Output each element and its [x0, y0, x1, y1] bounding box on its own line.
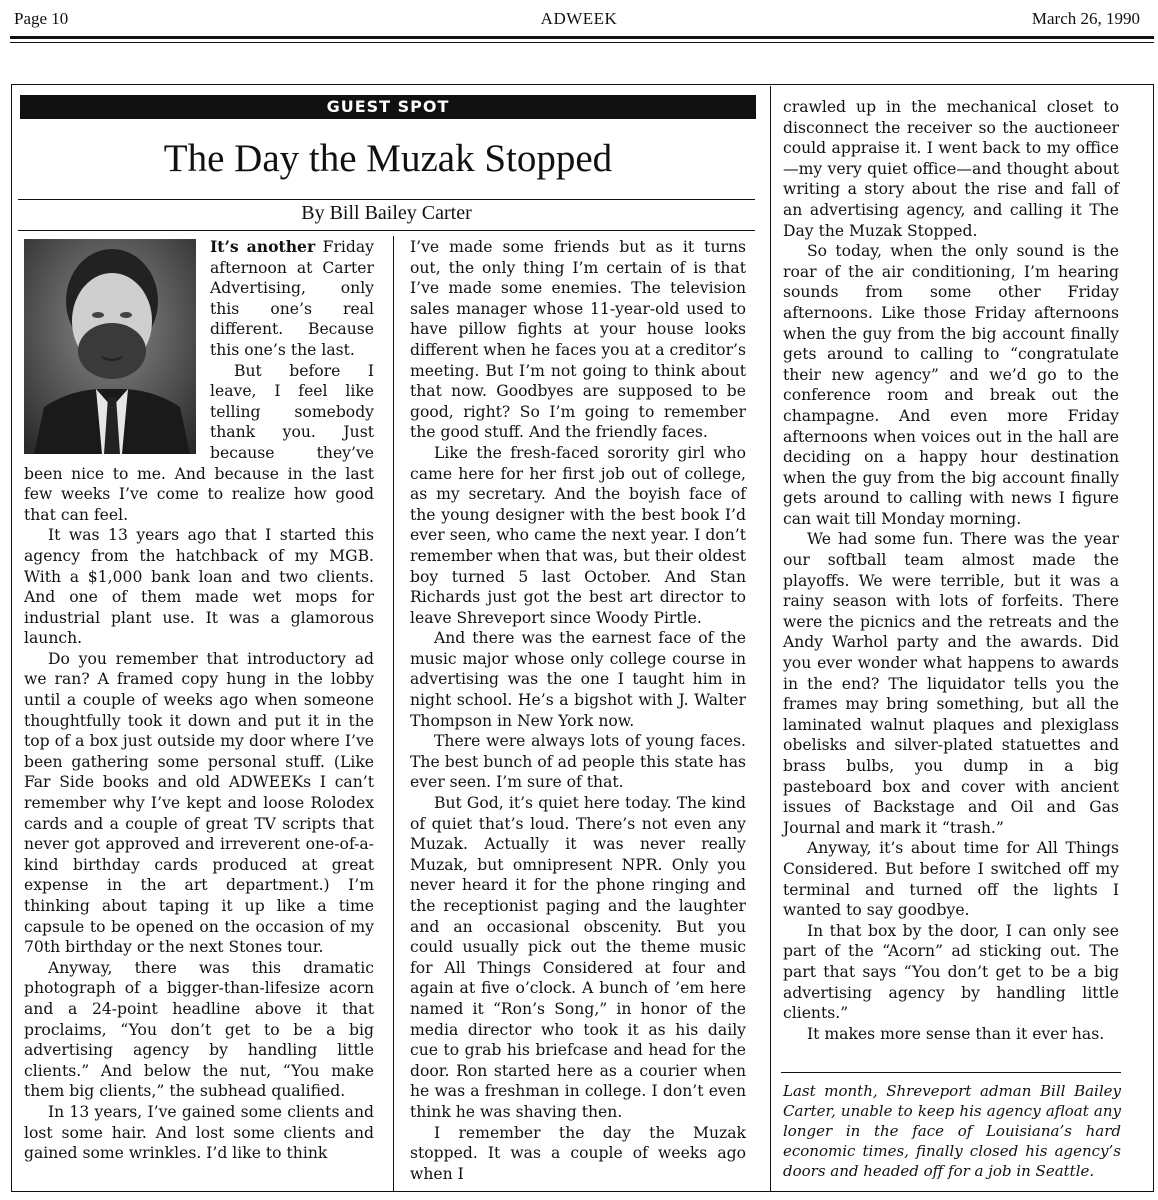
paragraph: Like the fresh-faced sorority girl who came here for her first job out of college, as my secretary. And the boyish face of the young designer with the best book I’d ever seen, who came the next year. I don’t remember when that was, but their oldest boy turned 5 last October. And Stan Richards just got the best art director to leave Shreveport since Woody Pirtle. [410, 443, 746, 627]
byline-rule-bottom [18, 230, 755, 231]
author-photo [24, 239, 196, 454]
paragraph: In 13 years, I’ve gained some clients and lost some hair. And lost some clients and gained some wrinkles. I’d like to think [24, 1102, 374, 1163]
header-rule [10, 36, 1154, 39]
headline: The Day the Muzak Stopped [163, 137, 613, 180]
paragraph: I remember the day the Muzak stopped. It was a couple of weeks ago when I [410, 1123, 746, 1183]
page-number: Page 10 [14, 9, 69, 28]
lead-in: It’s another [210, 237, 316, 256]
paragraph: It makes more sense than it ever has. [807, 1024, 1105, 1043]
paragraph: So today, when the only sound is the roar of the air conditioning, I’m hearing sounds from some other Friday afternoons. Like those Friday afternoons when the guy from the big account finally gets around to calling to “congratulate their new agency” and we’d go to the conference room and break out the champagne. And even more Friday afternoons when voices out in the hall are deciding on a happy hour destination when the guy from the big account finally gets around to calling with news I figure can wait till Monday morning. [783, 242, 1119, 528]
paragraph: But before I leave, I feel like telling somebody thank you. Just because they’ve been nice to me. And because in the last few weeks I’ve come to realize how good that can feel. [24, 361, 374, 524]
column-divider-2 [770, 86, 771, 1192]
paragraph: In that box by the door, I can only see part of the “Acorn” ad sticking out. The part that says “You don’t get to be a big advertising agency by handling little clients.” [783, 921, 1119, 1023]
article-column-1 [24, 237, 374, 1164]
byline-rule-top [18, 199, 755, 200]
paragraph: And there was the earnest face of the music major whose only college course in advertising was the one I taught him in night school. He’s a bigshot with J. Walter Thompson in New York now. [410, 629, 746, 730]
paragraph: But God, it’s quiet here today. The kind of quiet that’s loud. There’s not even any Muzak. Actually it was never really Muzak, but omnipresent NPR. Only you never heard it for the phone ringing and the receptionist paging and the laughter and an occasional obscenity. But you could usually pick out the theme music for All Things Considered at four and again at five o’clock. A bunch of ’em here named it “Ron’s Song,” in honor of the media director who took it as his daily cue to grab his briefcase and head for the door. Ron started here as a courier when he was a freshman in college. I don’t even think he was shaving then. [410, 794, 746, 1121]
byline: By Bill Bailey Carter [301, 202, 472, 224]
paragraph: Anyway, it’s about time for All Things Considered. But before I switched off my terminal and turned off the lights I wanted to say goodbye. [783, 839, 1119, 920]
author-note: Last month, Shreveport adman Bill Bailey Carter, unable to keep his agency afloat any longer in the face of Louisiana’s hard economic times, finally closed his agency’s doors and headed off for a job in Seattle. [783, 1082, 1121, 1180]
section-label: GUEST SPOT [20, 95, 756, 119]
header-rule-thin [10, 42, 1154, 43]
paragraph: It was 13 years ago that I started this agency from the hatchback of my MGB. With a $1,000 bank loan and two clients. And one of them made wet mops for industrial plant use. It was a glamorous launch. [24, 526, 374, 648]
paragraph: Friday afternoon at Carter Advertising, only this one’s real different. Because this one’s the last. [210, 238, 374, 359]
author-note-rule [781, 1072, 1121, 1073]
article-column-3 [783, 97, 1119, 1044]
issue-date: March 26, 1990 [1031, 9, 1140, 28]
paragraph: Do you remember that introductory ad we ran? A framed copy hung in the lobby until a couple of weeks ago when someone thoughtfully took it down and put it in the top of a box just outside my door where I’ve been gathering some personal stuff. (Like Far Side books and old ADWEEKs I can’t remember why I’ve kept and loose Rolodex cards and a couple of great TV scripts that never got approved and irreverent one-of-a-kind birthday cards produced at great expense in the art department.) I’m thinking about taping it up like a time capsule to be opened on the occasion of my 70th birthday or the next Stones tour. [24, 649, 374, 957]
paragraph: There were always lots of young faces. The best bunch of ad people this state has ever seen. I’m sure of that. [410, 732, 746, 792]
column-divider-1 [393, 236, 394, 1192]
paragraph: I’ve made some friends but as it turns out, the only thing I’m certain of is that I’ve made some enemies. The television sales manager whose 11-year-old used to have pillow fights at your house looks different when he faces you at a creditor’s meeting. But I’m not going to think about that now. Goodbyes are supposed to be good, right? So I’m going to remember the good stuff. And the friendly faces. [410, 238, 746, 442]
paragraph: Anyway, there was this dramatic photograph of a bigger-than-lifesize acorn and a 24-point headline above it that proclaims, “You don’t get to be a big advertising agency by handling little clients.” And below the nut, “You make them big clients,” the subhead qualified. [24, 958, 374, 1101]
paragraph: crawled up in the mechanical closet to disconnect the receiver so the auctioneer could appraise it. I went back to my office—my very quiet office—and thought about writing a story about the rise and fall of an advertising agency, and calling it The Day the Muzak Stopped. [783, 98, 1119, 240]
paragraph: We had some fun. There was the year our softball team almost made the playoffs. We were terrible, but it was a rainy season with lots of forfeits. There were the picnics and the retreats and the Andy Warhol party and the awards. Did you ever wonder what happens to awards in the end? The liquidator tells you the frames may bring something, but all the laminated walnut plaques and plexiglass obelisks and silver-plated statuettes and brass bulbs, you dump in a big pasteboard box and cover with ancient issues of Backstage and Oil and Gas Journal and mark it “trash.” [783, 530, 1119, 837]
article-column-2 [410, 237, 746, 1184]
publication-name: ADWEEK [540, 9, 618, 28]
